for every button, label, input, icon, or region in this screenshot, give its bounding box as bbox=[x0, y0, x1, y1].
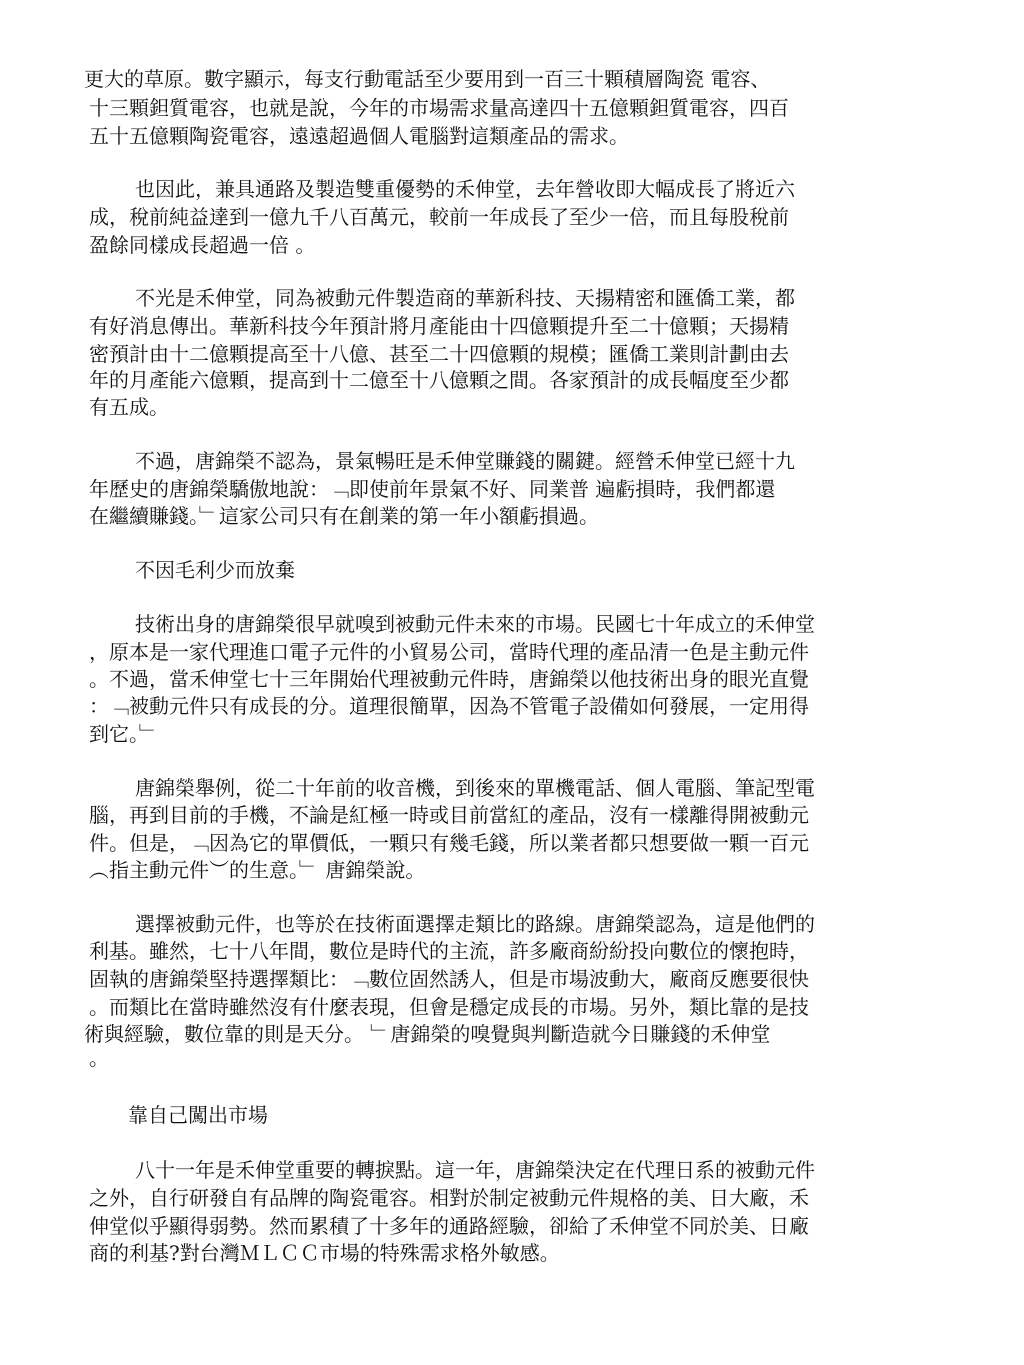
text-line: 不過，唐錦榮不認為，景氣暢旺是禾伸堂賺錢的關鍵。經營禾伸堂已經十九 bbox=[135, 449, 795, 473]
text-line: 技術出身的唐錦榮很早就嗅到被動元件未來的市場。民國七十年成立的禾伸堂 bbox=[135, 612, 815, 636]
section-heading: 靠自己闖出市場 bbox=[128, 1103, 268, 1127]
text-line: 五十五億顆陶瓷電容，遠遠超過個人電腦對這類產品的需求。 bbox=[89, 124, 629, 148]
text-line: 更大的草原。數字顯示，每支行動電話至少要用到一百三十顆積層陶瓷 電容、 bbox=[84, 67, 771, 91]
text-line: 術與經驗，數位靠的則是天分。 ﹂唐錦榮的嗅覺與判斷造就今日賺錢的禾伸堂 bbox=[84, 1022, 771, 1046]
text-line: 唐錦榮舉例，從二十年前的收音機，到後來的單機電話、個人電腦、筆記型電 bbox=[135, 776, 815, 800]
text-line: 盈餘同樣成長超過一倍 。 bbox=[89, 233, 316, 257]
text-line: 腦，再到目前的手機，不論是紅極一時或目前當紅的產品，沒有一樣離得開被動元 bbox=[89, 803, 809, 827]
text-line: ：﹁被動元件只有成長的分。道理很簡單，因為不管電子設備如何發展，一定用得 bbox=[89, 694, 809, 718]
text-line: 之外，自行研發自有品牌的陶瓷電容。相對於制定被動元件規格的美、日大廠，禾 bbox=[89, 1186, 809, 1210]
text-line: 密預計由十二億顆提高至十八億、甚至二十四億顆的規模；匯僑工業則計劃由去 bbox=[89, 342, 789, 366]
text-line: 件。但是，﹁因為它的單價低，一顆只有幾毛錢，所以業者都只想要做一顆一百元 bbox=[89, 831, 809, 855]
text-line: 。不過，當禾伸堂七十三年開始代理被動元件時，唐錦榮以他技術出身的眼光直覺 bbox=[89, 667, 809, 691]
text-line: ，原本是一家代理進口電子元件的小貿易公司，當時代理的產品清一色是主動元件 bbox=[89, 640, 809, 664]
text-line: 在繼續賺錢。﹂這家公司只有在創業的第一年小額虧損過。 bbox=[89, 504, 599, 528]
text-line: 八十一年是禾伸堂重要的轉捩點。這一年，唐錦榮決定在代理日系的被動元件 bbox=[135, 1158, 815, 1182]
text-line: 有好消息傳出。華新科技今年預計將月產能由十四億顆提升至二十億顆；天揚精 bbox=[89, 314, 789, 338]
text-line: 有五成。 bbox=[89, 395, 169, 419]
text-line: 十三顆鉭質電容，也就是說，今年的市場需求量高達四十五億顆鉭質電容，四百 bbox=[89, 96, 789, 120]
text-line: 伸堂似乎顯得弱勢。然而累積了十多年的通路經驗，卻給了禾伸堂不同於美、日廠 bbox=[89, 1214, 809, 1238]
text-line: 。 bbox=[89, 1046, 109, 1070]
text-line: 固執的唐錦榮堅持選擇類比：﹁數位固然誘人，但是市場波動大，廠商反應要很快 bbox=[89, 967, 809, 991]
text-line: 到它。﹂ bbox=[89, 722, 159, 746]
text-line: 商的利基?對台灣ＭＬＣＣ市場的特殊需求格外敏感。 bbox=[89, 1241, 560, 1265]
text-line: 選擇被動元件，也等於在技術面選擇走類比的路線。唐錦榮認為，這是他們的 bbox=[135, 912, 815, 936]
text-line: ︵指主動元件︶的生意。﹂ 唐錦榮說。 bbox=[89, 858, 426, 882]
text-line: 利基。雖然，七十八年間，數位是時代的主流，許多廠商紛紛投向數位的懷抱時， bbox=[89, 939, 809, 963]
section-heading: 不因毛利少而放棄 bbox=[135, 558, 295, 582]
text-line: 。而類比在當時雖然沒有什麼表現，但會是穩定成長的市場。另外，類比靠的是技 bbox=[89, 995, 809, 1019]
text-line: 成，稅前純益達到一億九千八百萬元，較前一年成長了至少一倍，而且每股稅前 bbox=[89, 205, 789, 229]
text-line: 也因此，兼具通路及製造雙重優勢的禾伸堂，去年營收即大幅成長了將近六 bbox=[135, 177, 795, 201]
text-line: 年的月產能六億顆，提高到十二億至十八億顆之間。各家預計的成長幅度至少都 bbox=[89, 368, 789, 392]
text-line: 不光是禾伸堂，同為被動元件製造商的華新科技、天揚精密和匯僑工業，都 bbox=[135, 286, 795, 310]
text-line: 年歷史的唐錦榮驕傲地說：﹁即使前年景氣不好、同業普 遍虧損時，我們都還 bbox=[89, 477, 776, 501]
